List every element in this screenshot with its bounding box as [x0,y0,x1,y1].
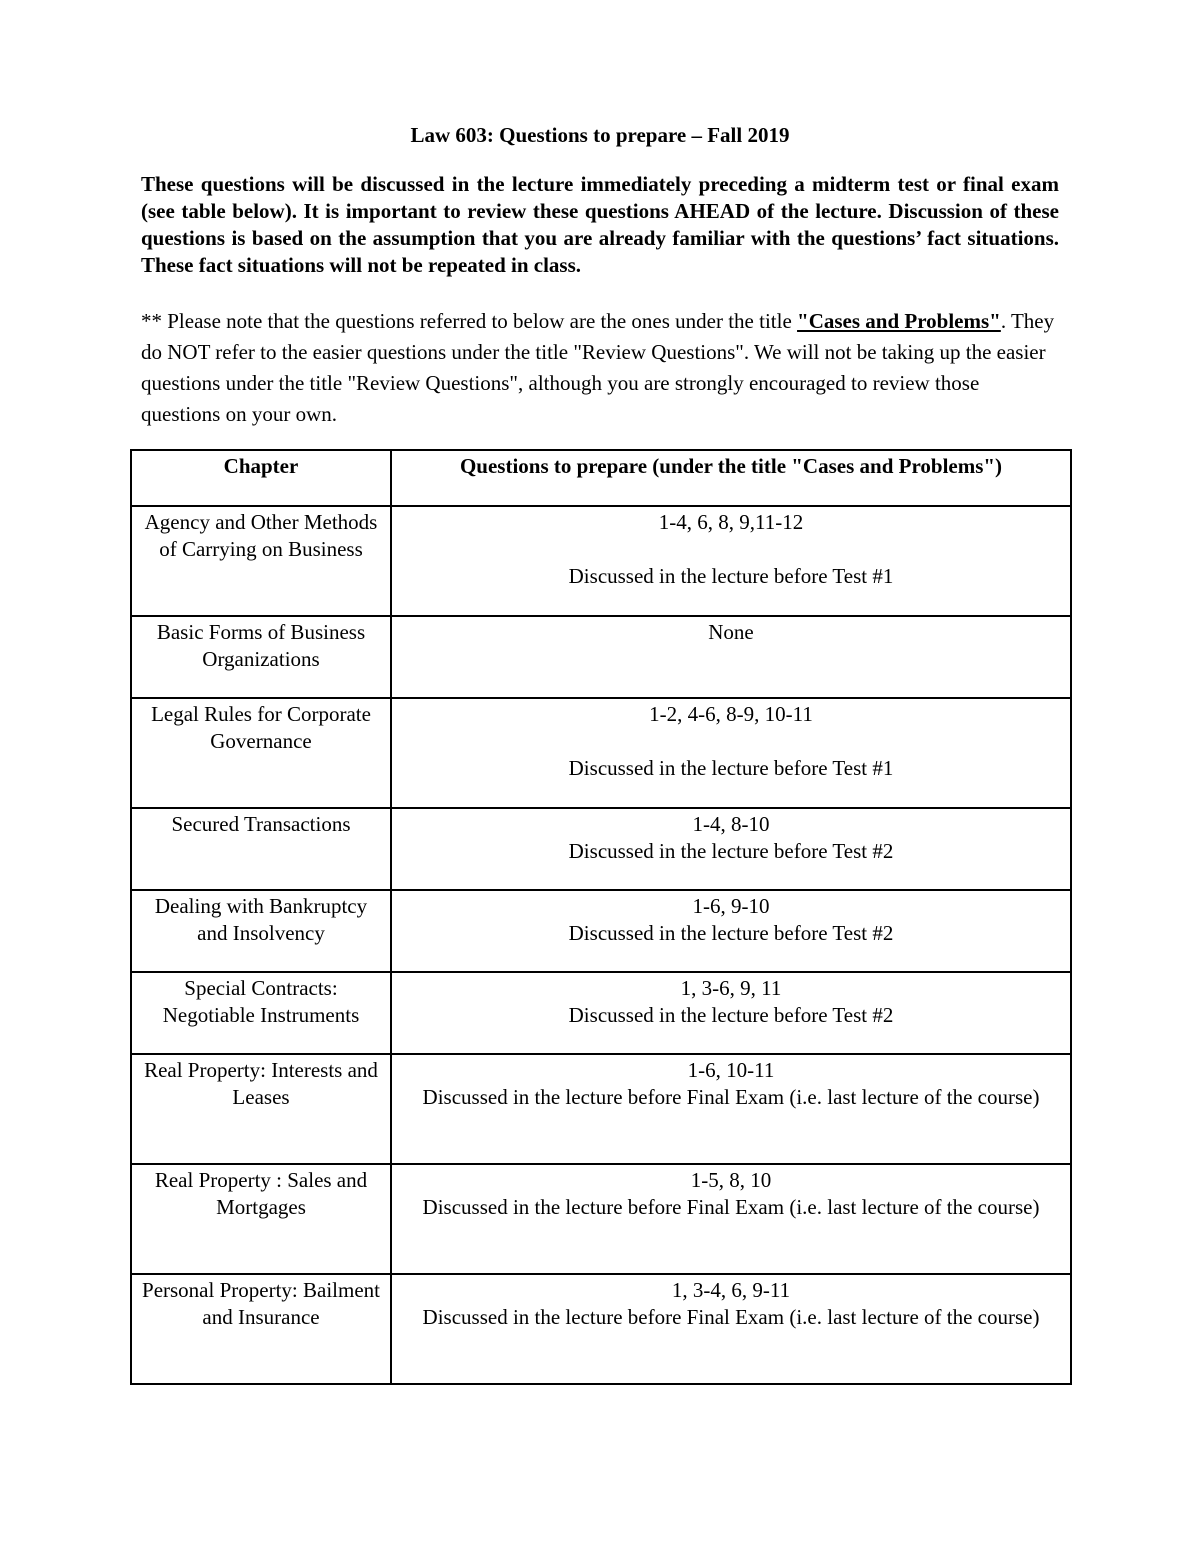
questions-cell [391,1274,1071,1384]
question-numbers: 1-6, 9-10 [692,894,770,918]
question-numbers: 1-6, 10-11 [687,1058,775,1082]
table-row [131,808,1071,890]
chapter-cell: Basic Forms of Business Organizations [131,616,391,698]
header-questions: Questions to prepare (under the title "Cases and Problems") [391,450,1071,506]
table-row [131,1054,1071,1164]
table-row [131,698,1071,808]
table-row [131,506,1071,616]
table-row [131,972,1071,1054]
questions-cell [391,808,1071,890]
questions-cell [391,890,1071,972]
note-suffix: . They do NOT refer to the easier questions under the title "Review Questions". We will not be taking up the easier questions under the title "Review Questions", although you are strongly encouraged to review those questions on your own. [141,309,1055,426]
table-row [131,1274,1071,1384]
discussion-note: Discussed in the lecture before Final Exam (i.e. last lecture of the course) [422,1085,1040,1109]
questions-cell [391,506,1071,616]
chapter-cell: Special Contracts: Negotiable Instruments [131,972,391,1054]
question-numbers: 1-5, 8, 10 [690,1168,772,1192]
questions-cell [391,1054,1071,1164]
questions-cell [391,616,1071,698]
cases-and-problems-reference: "Cases and Problems" [797,309,1001,333]
questions-table [130,449,1072,1385]
discussion-note: Discussed in the lecture before Test #1 [568,756,894,780]
note-paragraph [141,306,1061,430]
note-prefix: ** Please note that the questions referred to below are the ones under the title [141,309,798,333]
question-numbers: 1, 3-4, 6, 9-11 [671,1278,791,1302]
chapter-cell: Secured Transactions [131,808,391,890]
table-header-row [131,450,1071,506]
discussion-note: Discussed in the lecture before Test #1 [568,564,894,588]
question-numbers: 1, 3-6, 9, 11 [680,976,782,1000]
chapter-cell: Dealing with Bankruptcy and Insolvency [131,890,391,972]
table-row [131,616,1071,698]
header-chapter: Chapter [131,450,391,506]
question-numbers: None [708,620,754,644]
questions-cell [391,1164,1071,1274]
chapter-cell: Legal Rules for Corporate Governance [131,698,391,808]
discussion-note: Discussed in the lecture before Test #2 [568,839,894,863]
chapter-cell: Real Property: Interests and Leases [131,1054,391,1164]
question-numbers: 1-4, 6, 8, 9,11-12 [658,510,804,534]
chapter-cell: Agency and Other Methods of Carrying on Business [131,506,391,616]
discussion-note: Discussed in the lecture before Final Exam (i.e. last lecture of the course) [422,1195,1040,1219]
discussion-note: Discussed in the lecture before Test #2 [568,921,894,945]
page-title: Law 603: Questions to prepare – Fall 2019 [410,123,790,147]
discussion-note: Discussed in the lecture before Test #2 [568,1003,894,1027]
questions-cell [391,972,1071,1054]
discussion-note: Discussed in the lecture before Final Exam (i.e. last lecture of the course) [422,1305,1040,1329]
chapter-cell: Real Property : Sales and Mortgages [131,1164,391,1274]
table-row [131,1164,1071,1274]
questions-cell [391,698,1071,808]
question-numbers: 1-4, 8-10 [692,812,770,836]
chapter-cell: Personal Property: Bailment and Insurance [131,1274,391,1384]
question-numbers: 1-2, 4-6, 8-9, 10-11 [649,702,813,726]
table-row [131,890,1071,972]
intro-paragraph: These questions will be discussed in the lecture immediately preceding a midterm test or final exam (see table below). It is important to review these questions AHEAD of the lecture. Discussion of these questions is based on the assumption that you are already familiar with the questions’ fact situations. These fact situations will not be repeated in class. [141,172,1059,277]
